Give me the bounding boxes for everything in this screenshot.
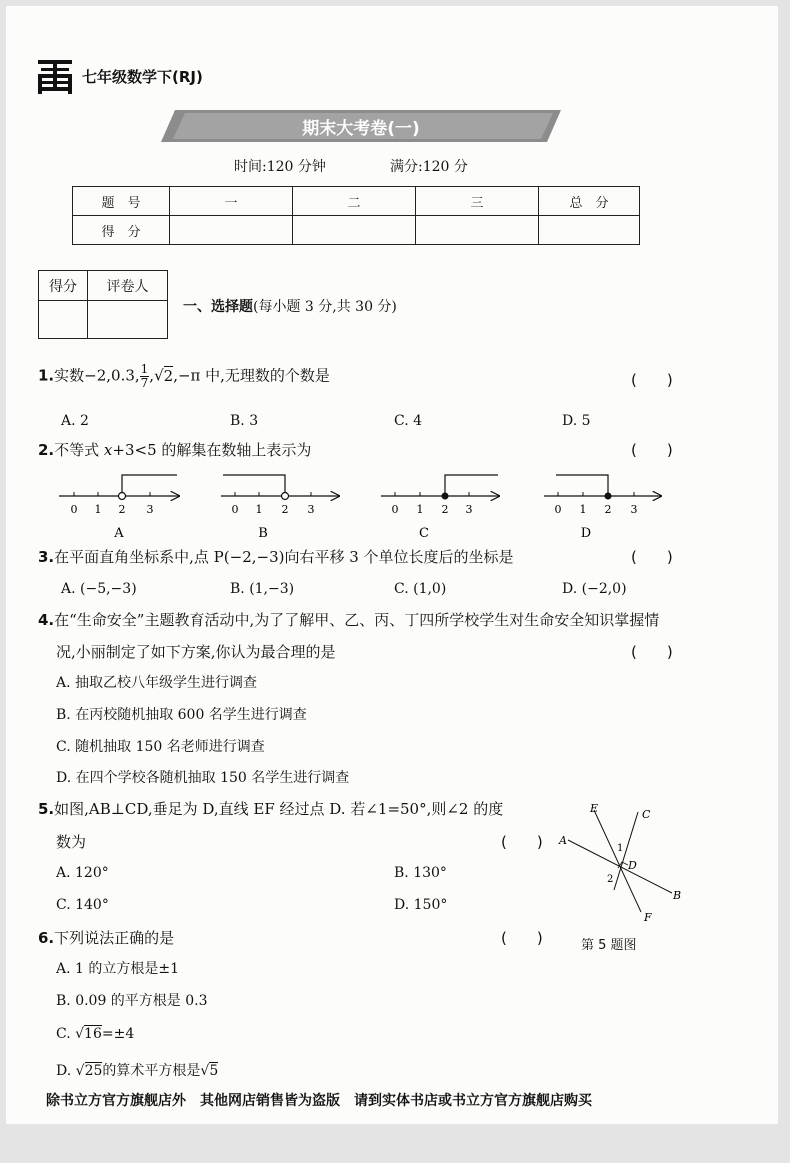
exam-page (6, 6, 778, 1124)
exam-time: 时间:120 分钟 (234, 159, 326, 175)
question-1: 1.实数−2,0.3, $\frac{1}{7}$ ,√2,−π 中,无理数的个数是 (38, 362, 330, 390)
answer-paren[interactable]: ( ) (631, 548, 673, 566)
angle-label: 2 (607, 874, 614, 885)
option-label: C (419, 526, 429, 541)
tick-label: 0 (391, 503, 399, 516)
q6-option-d[interactable]: D. √25的算术平方根是√5 (56, 1063, 219, 1079)
score-table-header: 三 (416, 187, 539, 216)
q3-option-c[interactable]: C. (1,0) (394, 581, 447, 597)
point-label: A (559, 834, 567, 847)
point-label: B (673, 889, 682, 902)
answer-paren[interactable]: ( ) (501, 929, 543, 947)
score-table-header: 二 (293, 187, 416, 216)
tick-label: 0 (554, 503, 562, 516)
q6-option-a[interactable]: A. 1 的立方根是±1 (56, 961, 180, 977)
answer-paren[interactable]: ( ) (631, 371, 673, 389)
exam-full-score: 满分:120 分 (390, 159, 468, 175)
grader-score-cell[interactable] (39, 301, 88, 339)
answer-paren[interactable]: ( ) (631, 441, 673, 459)
q1-option-c[interactable]: C. 4 (394, 413, 423, 429)
question-6: 6.下列说法正确的是 (38, 929, 175, 947)
score-table-label: 得 分 (73, 216, 170, 245)
option-label: B (258, 526, 268, 541)
q5-option-c[interactable]: C. 140° (56, 897, 109, 913)
tick-label: 3 (307, 503, 315, 516)
question-5: 5.如图,AB⊥CD,垂足为 D,直线 EF 经过点 D. 若∠1=50°,则∠2 的度 (38, 800, 504, 818)
tick-label: 1 (94, 503, 102, 516)
q1-option-b[interactable]: B. 3 (230, 413, 259, 429)
tick-label: 0 (70, 503, 78, 516)
grader-box (38, 270, 168, 339)
header-subject: 七年级数学下(RJ) (82, 68, 203, 86)
point-label: F (644, 911, 652, 924)
section-title: 一、选择题(每小题 3 分,共 30 分) (183, 299, 397, 315)
option-label: A (114, 526, 124, 541)
tick-label: 3 (146, 503, 154, 516)
question-2: 2.不等式 x+3<5 的解集在数轴上表示为 (38, 441, 312, 459)
sqrt-sign-icon: √ (154, 366, 164, 385)
q4-option-c[interactable]: C. 随机抽取 150 名老师进行调查 (56, 739, 265, 755)
sqrt-sign-icon: √ (75, 1063, 85, 1079)
number-line-b[interactable] (221, 475, 339, 541)
tick-label: 1 (416, 503, 424, 516)
number-line-c[interactable] (381, 475, 499, 541)
question-4: 4.在“生命安全”主题教育活动中,为了了解甲、乙、丙、丁四所学校学生对生命安全知识掌握情 (38, 611, 660, 629)
q1-option-a[interactable]: A. 2 (61, 413, 89, 429)
q4-option-a[interactable]: A. 抽取乙校八年级学生进行调查 (56, 675, 258, 691)
score-table-header: 一 (170, 187, 293, 216)
question-4-line2: 况,小丽制定了如下方案,你认为最合理的是 (56, 643, 336, 661)
question-3: 3.在平面直角坐标系中,点 P(−2,−3)向右平移 3 个单位长度后的坐标是 (38, 548, 514, 566)
tick-label: 0 (231, 503, 239, 516)
sqrt-sign-icon: √ (200, 1063, 210, 1079)
score-table (72, 186, 640, 245)
footer-notice: 除书立方官方旗舰店外 其他网店销售皆为盗版 请到实体书店或书立方官方旗舰店购买 (46, 1093, 592, 1109)
q1-option-d[interactable]: D. 5 (562, 413, 591, 429)
answer-paren[interactable]: ( ) (501, 833, 543, 851)
q4-option-d[interactable]: D. 在四个学校各随机抽取 150 名学生进行调查 (56, 770, 350, 786)
exam-title: 期末大考卷(一) (302, 119, 420, 139)
q5-option-d[interactable]: D. 150° (394, 897, 448, 913)
q6-option-b[interactable]: B. 0.09 的平方根是 0.3 (56, 993, 208, 1009)
question-5-line2: 数为 (56, 833, 87, 851)
grader-name-cell[interactable] (88, 301, 168, 339)
score-table-header: 总 分 (539, 187, 640, 216)
option-label: D (580, 526, 592, 541)
q3-option-b[interactable]: B. (1,−3) (230, 581, 295, 597)
fraction: $\frac{1}{7}$ (140, 362, 149, 390)
sqrt-sign-icon: √ (75, 1026, 85, 1042)
q4-option-b[interactable]: B. 在丙校随机抽取 600 名学生进行调查 (56, 707, 307, 723)
tick-label: 2 (118, 503, 126, 516)
point-label: C (642, 808, 651, 821)
figure-caption: 第 5 题图 (581, 938, 637, 953)
q5-option-a[interactable]: A. 120° (56, 865, 109, 881)
number-line-options (51, 461, 691, 546)
point-label: E (590, 802, 599, 815)
tick-label: 1 (579, 503, 587, 516)
tick-label: 2 (441, 503, 449, 516)
angle-label: 1 (617, 843, 624, 854)
q3-option-a[interactable]: A. (−5,−3) (61, 581, 137, 597)
score-cell[interactable] (539, 216, 640, 245)
grader-score-label: 得分 (39, 271, 88, 301)
number-line-d[interactable] (544, 475, 661, 541)
tick-label: 3 (465, 503, 473, 516)
tick-label: 3 (630, 503, 638, 516)
score-cell[interactable] (170, 216, 293, 245)
answer-paren[interactable]: ( ) (631, 643, 673, 661)
q3-option-d[interactable]: D. (−2,0) (562, 581, 627, 597)
score-cell[interactable] (293, 216, 416, 245)
q6-option-c[interactable]: C. √16=±4 (56, 1026, 135, 1042)
q5-geometry-figure (556, 798, 686, 928)
tick-label: 1 (255, 503, 263, 516)
point-label: D (628, 859, 637, 872)
score-table-header: 题 号 (73, 187, 170, 216)
number-line-a[interactable] (59, 475, 179, 541)
tick-label: 2 (281, 503, 289, 516)
score-cell[interactable] (416, 216, 539, 245)
grader-name-label: 评卷人 (88, 271, 168, 301)
tick-label: 2 (604, 503, 612, 516)
publisher-logo-icon (38, 60, 72, 94)
q5-option-b[interactable]: B. 130° (394, 865, 447, 881)
